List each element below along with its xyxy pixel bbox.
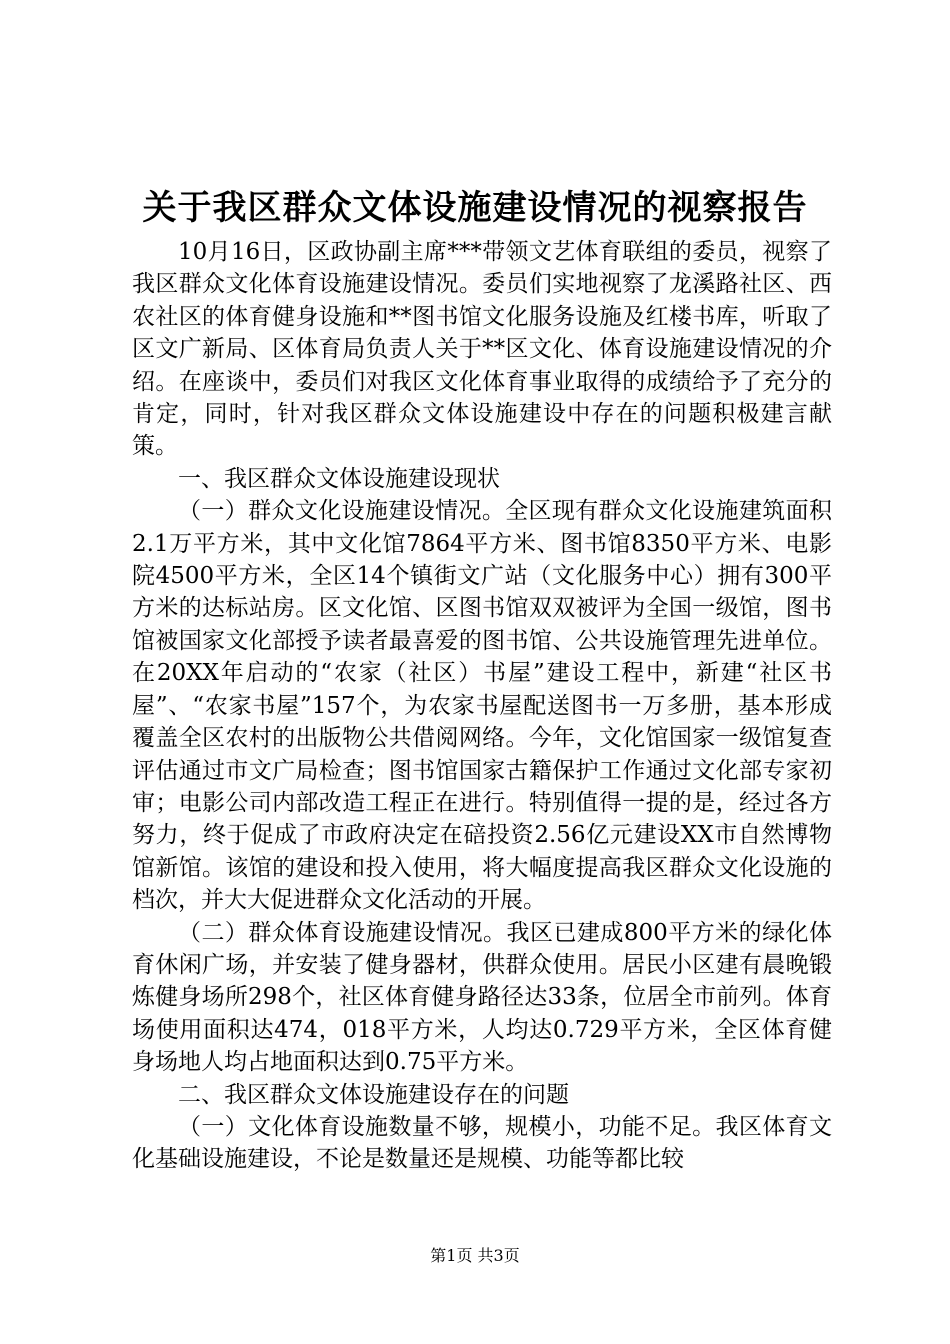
document-title: 关于我区群众文体设施建设情况的视察报告 [142,188,808,228]
page-number: 第1页 共3页 [430,1246,520,1265]
paragraph-sports-facilities: （二）群众体育设施建设情况。我区已建成800平方米的绿化体育休闲广场，并安装了健身器材，供群众使用。居民小区建有晨晚锻炼健身场所298个，社区体育健身路径达33条，位居全市前列。体育场使用面积达474，018平方米，人均达0.729平方米，全区体育健身场地人均占地面积达到0.75平方米。 [132,919,832,1076]
section-heading-2: 二、我区群众文体设施建设存在的问题 [178,1081,569,1108]
section-heading-1: 一、我区群众文体设施建设现状 [178,465,500,492]
document-body [132,236,832,1176]
paragraph-intro: 10月16日，区政协副主席***带领文艺体育联组的委员，视察了我区群众文化体育设施建设情况。委员们实地视察了龙溪路社区、西农社区的体育健身设施和**图书馆文化服务设施及红楼书库，听取了区文广新局、区体育局负责人关于**区文化、体育设施建设情况的介绍。在座谈中，委员们对我区文化体育事业取得的成绩给予了充分的肯定，同时，针对我区群众文体设施建设中存在的问题积极建言献策。 [132,239,832,460]
paragraph-culture-facilities: （一）群众文化设施建设情况。全区现有群众文化设施建筑面积2.1万平方米，其中文化馆7864平方米、图书馆8350平方米、电影院4500平方米，全区14个镇街文广站（文化服务中心）拥有300平方米的达标站房。区文化馆、区图书馆双双被评为全国一级馆，图书馆被国家文化部授予读者最喜爱的图书馆、公共设施管理先进单位。在20XX年启动的“农家（社区）书屋”建设工程中，新建“社区书屋”、“农家书屋”157个，为农家书屋配送图书一万多册，基本形成覆盖全区农村的出版物公共借阅网络。今年，文化馆国家一级馆复查评估通过市文广局检查；图书馆国家古籍保护工作通过文化部专家初审；电影公司内部改造工程正在进行。特别值得一提的是，经过各方努力，终于促成了市政府决定在碚投资2.56亿元建设XX市自然博物馆新馆。该馆的建设和投入使用，将大幅度提高我区群众文化设施的档次，并大大促进群众文化活动的开展。 [132,498,832,914]
paragraph-problems: （一）文化体育设施数量不够，规模小，功能不足。我区体育文化基础设施建设，不论是数量还是规模、功能等都比较 [132,1113,832,1173]
